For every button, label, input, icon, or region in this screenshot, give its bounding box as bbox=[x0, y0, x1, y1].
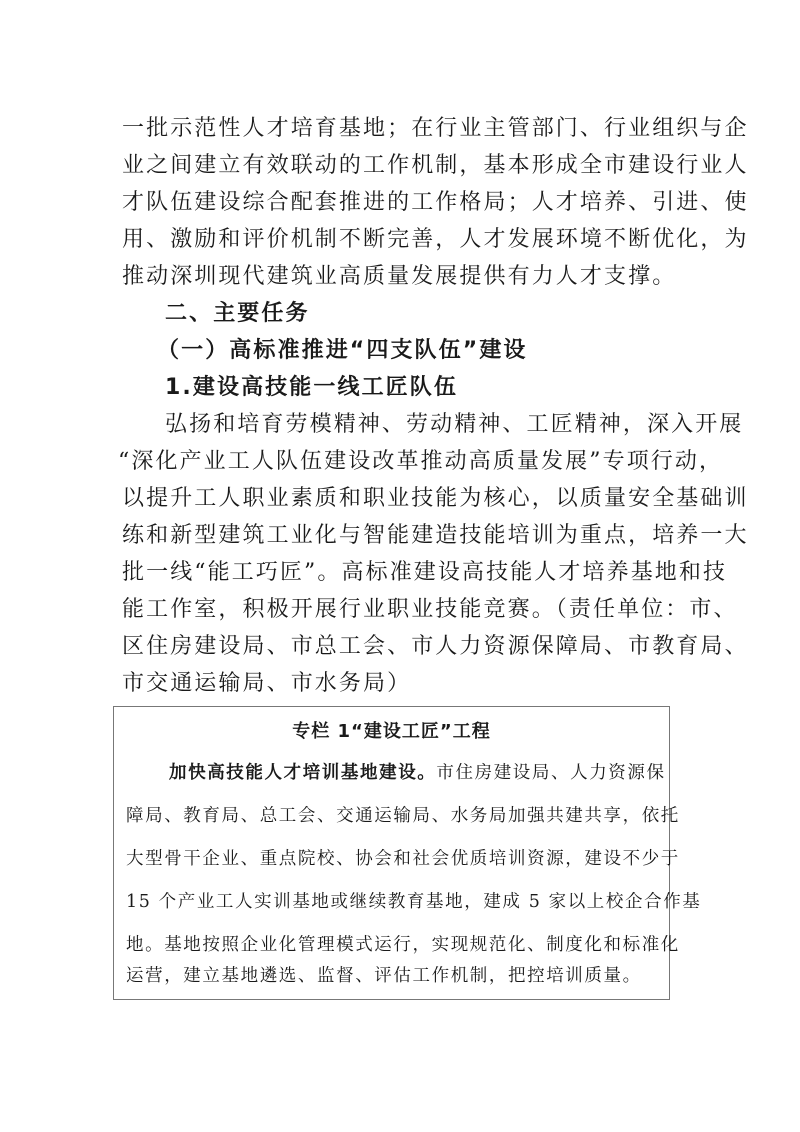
column-box-line: 地。基地按照企业化管理模式运行，实现规范化、制度化和标准化 bbox=[126, 935, 680, 955]
column-box-lead: 加快高技能人才培训基地建设。 bbox=[169, 763, 437, 783]
body-line: 练和新型建筑工业化与智能建造技能培训为重点，培养一大 bbox=[122, 523, 749, 548]
column-box-lead-rest: 市住房建设局、人力资源保 bbox=[436, 763, 666, 783]
intro-line: 推动深圳现代建筑业高质量发展提供有力人才支撑。 bbox=[122, 264, 677, 289]
item-heading: 1.建设高技能一线工匠队伍 bbox=[165, 375, 458, 400]
body-line: “深化产业工人队伍建设改革推动高质量发展”专项行动， bbox=[118, 449, 724, 474]
body-line: 批一线“能工巧匠”。高标准建设高技能人才培养基地和技 bbox=[122, 560, 728, 585]
body-line: 区住房建设局、市总工会、市人力资源保障局、市教育局、 bbox=[122, 634, 749, 659]
body-line: 弘扬和培育劳模精神、劳动精神、工匠精神，深入开展 bbox=[165, 412, 744, 437]
body-line: 以提升工人职业素质和职业技能为核心，以质量安全基础训 bbox=[122, 486, 749, 511]
column-box-line: 障局、教育局、总工会、交通运输局、水务局加强共建共享，依托 bbox=[126, 806, 680, 826]
intro-line: 用、激励和评价机制不断完善，人才发展环境不断优化，为 bbox=[122, 227, 749, 252]
column-box-line bbox=[169, 762, 666, 784]
intro-line: 业之间建立有效联动的工作机制，基本形成全市建设行业人 bbox=[122, 153, 749, 178]
body-line: 市交通运输局、市水务局） bbox=[122, 671, 412, 696]
column-box-line: 15 个产业工人实训基地或继续教育基地，建成 5 家以上校企合作基 bbox=[126, 892, 702, 912]
column-box bbox=[113, 706, 702, 1000]
column-box-line: 运营，建立基地遴选、监督、评估工作机制，把控培训质量。 bbox=[126, 966, 642, 986]
column-box-line: 大型骨干企业、重点院校、协会和社会优质培训资源，建设不少于 bbox=[126, 849, 680, 869]
intro-line: 一批示范性人才培育基地；在行业主管部门、行业组织与企 bbox=[122, 116, 749, 141]
intro-line: 才队伍建设综合配套推进的工作格局；人才培养、引进、使 bbox=[122, 190, 749, 215]
subsection-heading: （一）高标准推进“四支队伍”建设 bbox=[157, 338, 528, 363]
column-box-title: 专栏 1“建设工匠”工程 bbox=[292, 721, 491, 742]
section-heading: 二、主要任务 bbox=[165, 301, 310, 326]
body-line: 能工作室，积极开展行业职业技能竞赛。（责任单位：市、 bbox=[122, 597, 738, 622]
